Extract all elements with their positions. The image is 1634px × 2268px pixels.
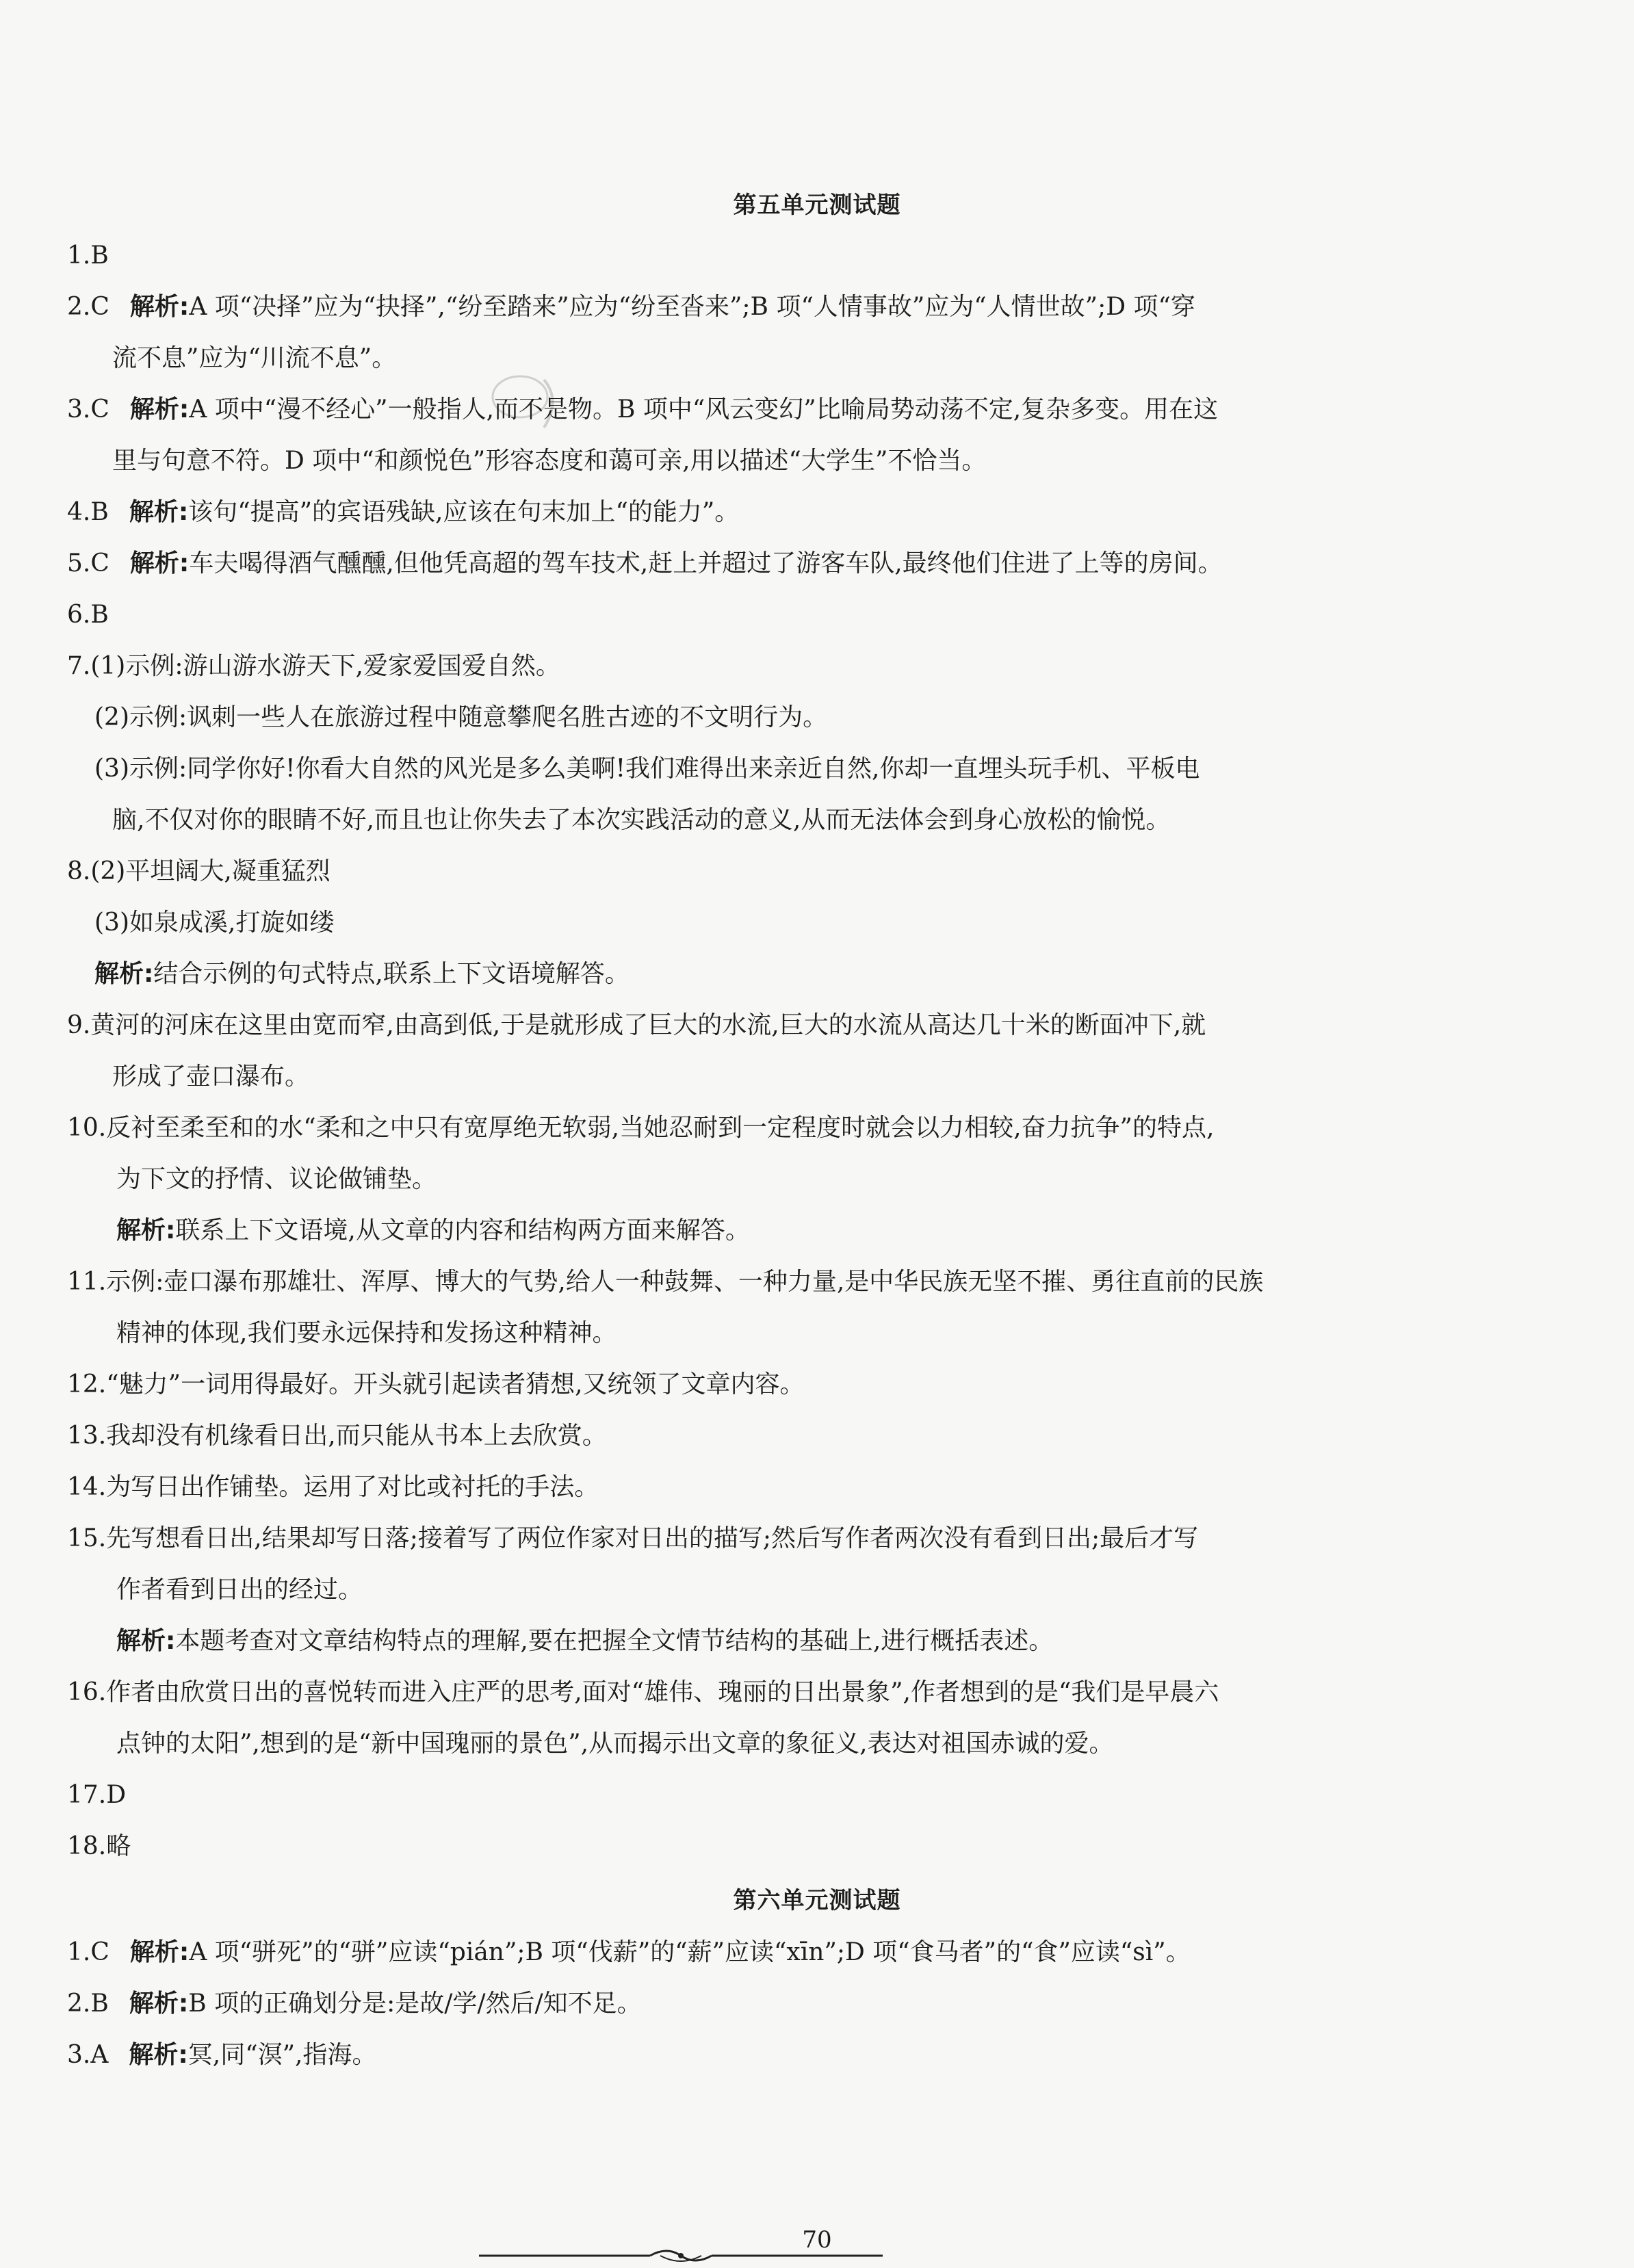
- answer-text: (1)示例:游山游水游天下,爱家爱国爱自然。: [90, 652, 560, 680]
- answer-line-q10d: [116, 1214, 1422, 1247]
- analysis-label: 解析:: [129, 395, 190, 423]
- answer-text: C: [90, 549, 109, 577]
- question-number: 9.: [67, 1011, 91, 1039]
- answer-line-q7c: [94, 753, 1422, 785]
- answer-line-q13: [67, 1420, 1422, 1452]
- answer-line-q5: [67, 547, 1422, 580]
- answer-line-q1: [67, 239, 1422, 272]
- question-number: 12.: [67, 1370, 107, 1398]
- answer-line-q7: [67, 650, 1422, 683]
- analysis-text: 冥,同“溟”,指海。: [187, 2041, 377, 2069]
- answer-line-q7cc: [112, 804, 1422, 837]
- sub-answer-text: (3)示例:同学你好!你看大自然的风光是多么美啊!我们难得出来亲近自然,你却一直埋头玩手机、平板电: [94, 755, 1200, 783]
- analysis-label: 解析:: [129, 498, 189, 526]
- question-number: 17.: [67, 1781, 107, 1809]
- answer-text: 示例:壶口瀑布那雄壮、浑厚、博大的气势,给人一种鼓舞、一种力量,是中华民族无坚不摧、勇往直前的民族: [106, 1268, 1264, 1296]
- question-number: 5.: [67, 549, 91, 577]
- continuation-text: 脑,不仅对你的眼睛不好,而且也让你失去了本次实践活动的意义,从而无法体会到身心放松的愉悦。: [112, 806, 1171, 834]
- question-number: 3.: [67, 2041, 91, 2069]
- answer-text: 反衬至柔至和的水“柔和之中只有宽厚绝无软弱,当她忍耐到一定程度时就会以力相较,奋力抗争”的特点,: [106, 1114, 1215, 1142]
- answer-text: B: [90, 242, 109, 270]
- question-number: 18.: [67, 1832, 107, 1860]
- question-number: 8.: [67, 857, 91, 885]
- question-number: 2.: [67, 293, 91, 321]
- question-number: 1.: [67, 242, 91, 270]
- question-number: 15.: [67, 1524, 107, 1552]
- answer-line-q2c: [112, 342, 1422, 375]
- analysis-label: 解析:: [129, 1990, 189, 2018]
- question-number: 10.: [67, 1114, 107, 1142]
- analysis-label: 解析:: [116, 1627, 176, 1655]
- answer-line-q9c: [112, 1060, 1422, 1093]
- answer-line-q8c: [94, 958, 1422, 991]
- answer-text: C: [90, 293, 109, 321]
- answer-line-s3: [67, 2039, 1422, 2072]
- footer-ornament-icon: [479, 2247, 883, 2268]
- question-number: 4.: [67, 498, 91, 526]
- answer-line-q2: [67, 291, 1422, 324]
- analysis-text: 结合示例的句式特点,联系上下文语境解答。: [153, 960, 630, 988]
- answer-text: (2)平坦阔大,凝重猛烈: [90, 857, 330, 885]
- analysis-label: 解析:: [129, 549, 190, 577]
- answer-text: 作者由欣赏日出的喜悦转而进入庄严的思考,面对“雄伟、瑰丽的日出景象”,作者想到的是“我们是早晨六: [106, 1678, 1219, 1706]
- answer-line-q8b: [94, 907, 1422, 939]
- answer-text: 先写想看日出,结果却写日落;接着写了两位作家对日出的描写;然后写作者两次没有看到日出;最后才写: [106, 1524, 1199, 1552]
- sub-answer-text: (3)如泉成溪,打旋如缕: [94, 909, 335, 937]
- answer-line-q10c: [116, 1163, 1422, 1196]
- answer-line-q3: [67, 393, 1422, 426]
- section-6-title: 第六单元测试题: [733, 1887, 901, 1914]
- answer-text: 为写日出作铺垫。运用了对比或衬托的手法。: [106, 1473, 599, 1501]
- answer-line-s2: [67, 1987, 1422, 2020]
- answer-text: B: [90, 601, 109, 629]
- answer-line-q17: [67, 1779, 1422, 1812]
- continuation-text: 作者看到日出的经过。: [116, 1576, 363, 1604]
- answer-line-s1: [67, 1936, 1422, 1969]
- question-number: 1.: [67, 1938, 91, 1966]
- analysis-label: 解析:: [116, 1216, 176, 1244]
- question-number: 6.: [67, 601, 91, 629]
- analysis-text: A 项中“漫不经心”一般指人,而不是物。B 项中“风云变幻”比喻局势动荡不定,复杂多变。用在这: [189, 395, 1219, 423]
- analysis-label: 解析:: [94, 960, 154, 988]
- answer-line-q8: [67, 855, 1422, 888]
- question-number: 13.: [67, 1422, 107, 1450]
- analysis-text: 本题考查对文章结构特点的理解,要在把握全文情节结构的基础上,进行概括表述。: [175, 1627, 1054, 1655]
- answer-line-q15c: [116, 1574, 1422, 1606]
- answer-line-q16: [67, 1676, 1422, 1709]
- analysis-text: 联系上下文语境,从文章的内容和结构两方面来解答。: [175, 1216, 750, 1244]
- question-number: 3.: [67, 395, 91, 423]
- analysis-text: 该句“提高”的宾语残缺,应该在句末加上“的能力”。: [188, 498, 740, 526]
- question-number: 11.: [67, 1268, 107, 1296]
- answer-line-q15d: [116, 1625, 1422, 1658]
- answer-text: 略: [106, 1832, 131, 1860]
- continuation-text: 点钟的太阳”,想到的是“新中国瑰丽的景色”,从而揭示出文章的象征义,表达对祖国赤诚的爱。: [116, 1730, 1114, 1758]
- analysis-label: 解析:: [129, 1938, 190, 1966]
- question-number: 2.: [67, 1990, 91, 2018]
- sub-answer-text: (2)示例:讽刺一些人在旅游过程中随意攀爬名胜古迹的不文明行为。: [94, 703, 828, 731]
- continuation-text: 流不息”应为“川流不息”。: [112, 344, 397, 372]
- answer-text: “魅力”一词用得最好。开头就引起读者猜想,又统领了文章内容。: [106, 1370, 805, 1398]
- analysis-text: A 项“骈死”的“骈”应读“pián”;B 项“伐薪”的“薪”应读“xīn”;D 项“食马者”的“食”应读“sì”。: [189, 1938, 1191, 1966]
- continuation-text: 为下文的抒情、议论做铺垫。: [116, 1165, 437, 1193]
- answer-line-q3c: [112, 445, 1422, 478]
- answer-line-q11: [67, 1266, 1422, 1299]
- page-number: 70: [802, 2226, 832, 2254]
- answer-line-q10: [67, 1112, 1422, 1145]
- answer-line-q7b: [94, 701, 1422, 734]
- question-number: 14.: [67, 1473, 107, 1501]
- answer-line-q4: [67, 496, 1422, 529]
- answer-line-q6: [67, 599, 1422, 631]
- answer-text: 黄河的河床在这里由宽而窄,由高到低,于是就形成了巨大的水流,巨大的水流从高达几十米的断面冲下,就: [90, 1011, 1206, 1039]
- continuation-text: 里与句意不符。D 项中“和颜悦色”形容态度和蔼可亲,用以描述“大学生”不恰当。: [112, 447, 987, 475]
- analysis-text: A 项“决择”应为“抉择”,“纷至踏来”应为“纷至沓来”;B 项“人情事故”应为“人情世故”;D 项“穿: [189, 293, 1195, 321]
- answer-line-q14: [67, 1471, 1422, 1504]
- answer-text: D: [106, 1781, 127, 1809]
- answer-line-q16c: [116, 1728, 1422, 1760]
- answer-text: C: [90, 395, 109, 423]
- answer-line-q18: [67, 1830, 1422, 1863]
- question-number: 16.: [67, 1678, 107, 1706]
- analysis-text: 车夫喝得酒气醺醺,但他凭高超的驾车技术,赶上并超过了游客车队,最终他们住进了上等的房间。: [189, 549, 1223, 577]
- answer-line-q9: [67, 1009, 1422, 1042]
- continuation-text: 形成了壶口瀑布。: [112, 1063, 310, 1091]
- analysis-label: 解析:: [129, 293, 190, 321]
- answer-text: A: [90, 2041, 109, 2069]
- answer-text: C: [90, 1938, 109, 1966]
- question-number: 7.: [67, 652, 91, 680]
- answer-text: 我却没有机缘看日出,而只能从书本上去欣赏。: [106, 1422, 607, 1450]
- section-5-title: 第五单元测试题: [733, 192, 901, 219]
- analysis-label: 解析:: [129, 2041, 188, 2069]
- analysis-text: B 项的正确划分是:是故/学/然后/知不足。: [188, 1990, 642, 2018]
- answer-text: B: [90, 498, 109, 526]
- answer-line-q11c: [116, 1317, 1422, 1350]
- answer-line-q12: [67, 1368, 1422, 1401]
- answer-line-q15: [67, 1522, 1422, 1555]
- answer-text: B: [90, 1990, 109, 2018]
- continuation-text: 精神的体现,我们要永远保持和发扬这种精神。: [116, 1319, 617, 1347]
